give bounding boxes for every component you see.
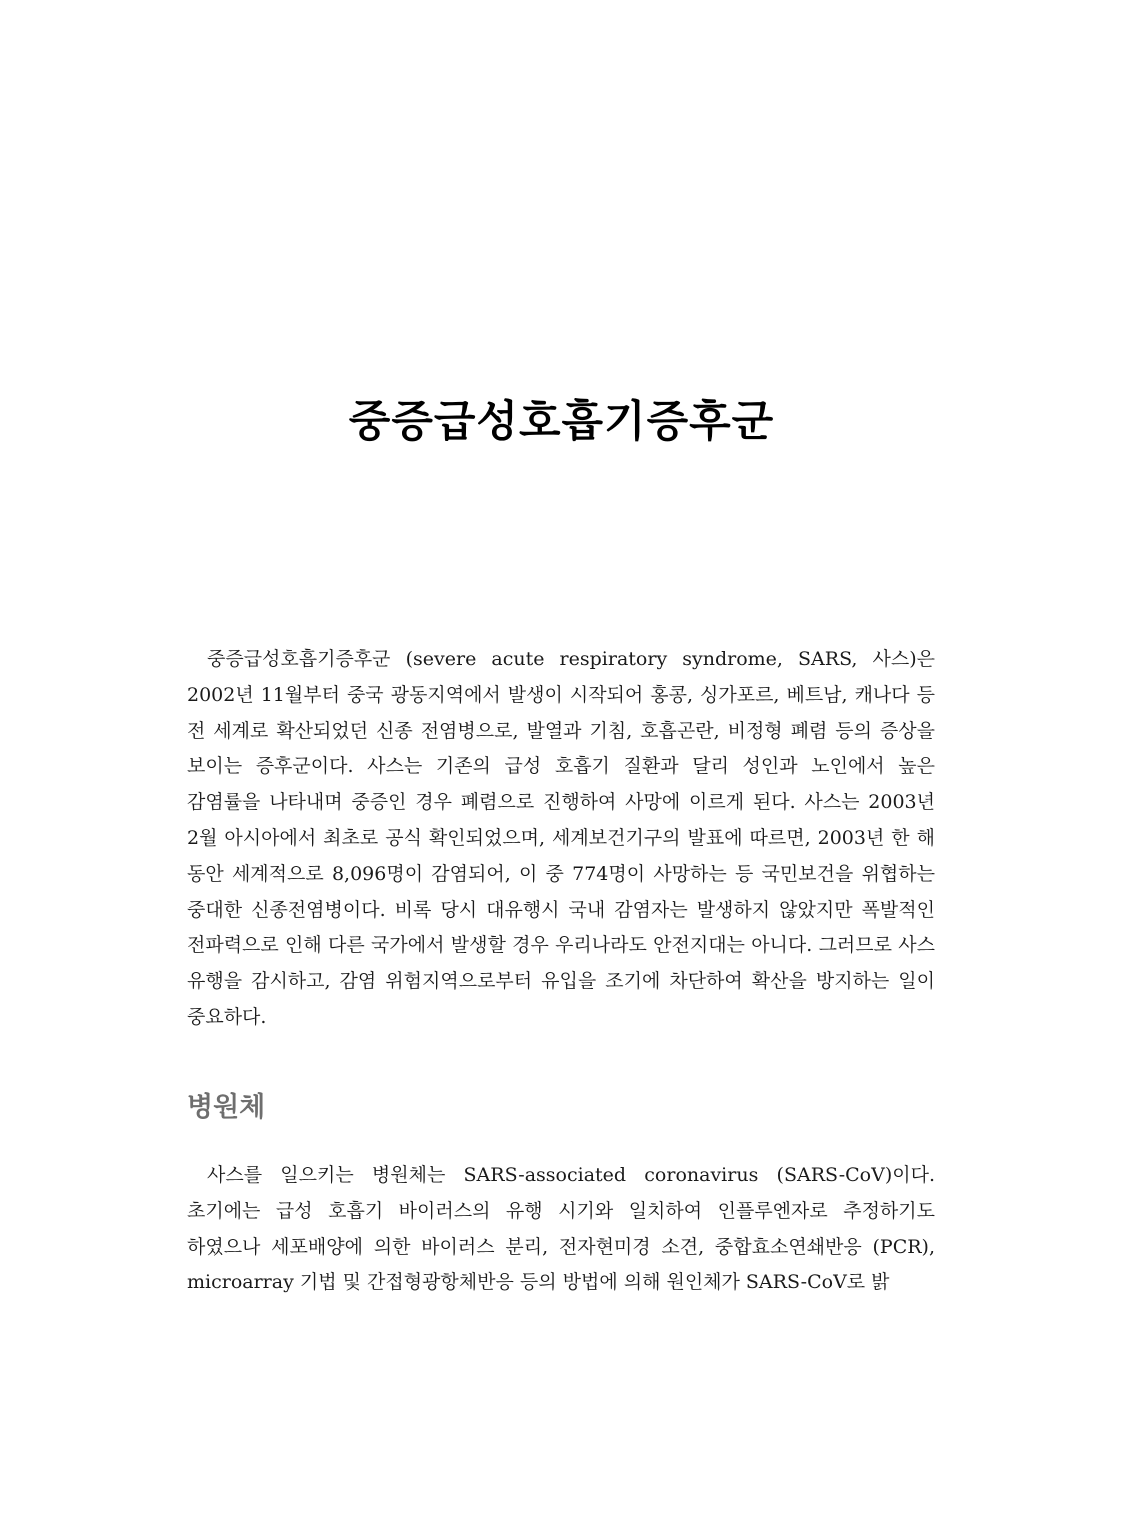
- pathogen-paragraph: 사스를 일으키는 병원체는 SARS-associated coronavirus (SARS-CoV)이다. 초기에는 급성 호흡기 바이러스의 유행 시기와 일치하여 인플루엔자로 추정하기도 하였으나 세포배양에 의한 바이러스 분리, 전자현미경 소견, 중합효소연쇄반응 (PCR), microarray 기법 및 간접형광항체반응 등의 방법에 의해 원인체가 SARS-CoV로 밝: [187, 1164, 935, 1294]
- section-heading-pathogen: 병원체: [187, 1092, 266, 1123]
- pathogen-section: [187, 1158, 935, 1301]
- intro-paragraph: 중증급성호흡기증후군 (severe acute respiratory syndrome, SARS, 사스)은 2002년 11월부터 중국 광동지역에서 발생이 시작되어 홍콩, 싱가포르, 베트남, 캐나다 등 전 세계로 확산되었던 신종 전염병으로, 발열과 기침, 호흡곤란, 비정형 폐렴 등의 증상을 보이는 증후군이다. 사스는 기존의 급성 호흡기 질환과 달리 성인과 노인에서 높은 감염률을 나타내며 중증인 경우 폐렴으로 진행하여 사망에 이르게 된다. 사스는 2003년 2월 아시아에서 최초로 공식 확인되었으며, 세계보건기구의 발표에 따르면, 2003년 한 해 동안 세계적으로 8,096명이 감염되어, 이 중 774명이 사망하는 등 국민보건을 위협하는 중대한 신종전염병이다. 비록 당시 대유행시 국내 감염자는 발생하지 않았지만 폭발적인 전파력으로 인해 다른 국가에서 발생할 경우 우리나라도 안전지대는 아니다. 그러므로 사스 유행을 감시하고, 감염 위험지역으로부터 유입을 조기에 차단하여 확산을 방지하는 일이 중요하다.: [187, 648, 935, 1028]
- intro-section: [187, 642, 935, 1036]
- page-title: 중증급성호흡기증후군: [348, 397, 775, 447]
